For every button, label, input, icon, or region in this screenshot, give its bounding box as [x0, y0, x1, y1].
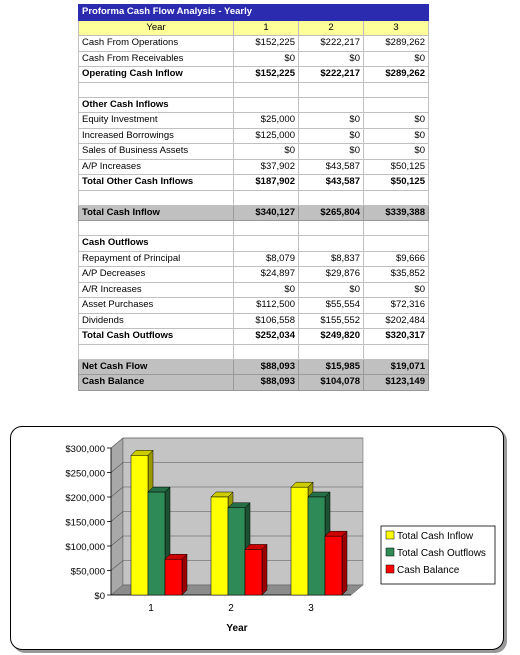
bar	[148, 492, 165, 595]
table-row	[79, 375, 429, 391]
row-value: $252,034	[234, 329, 299, 345]
row-value	[234, 190, 299, 205]
row-label: Total Cash Inflow	[79, 205, 234, 221]
table-row	[79, 282, 429, 298]
row-value: $50,125	[364, 175, 429, 191]
y-tick-label: $250,000	[65, 468, 105, 480]
row-value: $0	[234, 144, 299, 160]
row-value: $187,902	[234, 175, 299, 191]
table-row	[79, 128, 429, 144]
table-row	[79, 205, 429, 221]
row-value	[364, 97, 429, 113]
bar	[165, 559, 182, 595]
row-label	[79, 221, 234, 236]
row-value: $265,804	[299, 205, 364, 221]
table-row	[79, 190, 429, 205]
row-label: Repayment of Principal	[79, 251, 234, 267]
y-tick-label: $50,000	[70, 566, 105, 578]
row-value: $0	[234, 282, 299, 298]
row-value: $289,262	[364, 67, 429, 83]
row-value: $222,217	[299, 67, 364, 83]
header-cell: 3	[364, 20, 429, 36]
row-value: $0	[299, 144, 364, 160]
row-value: $88,093	[234, 359, 299, 375]
row-value: $152,225	[234, 67, 299, 83]
row-label: Total Other Cash Inflows	[79, 175, 234, 191]
row-value: $0	[364, 128, 429, 144]
legend-swatch	[386, 565, 394, 573]
row-label	[79, 344, 234, 359]
row-label: A/R Increases	[79, 282, 234, 298]
row-label: Operating Cash Inflow	[79, 67, 234, 83]
row-value: $8,837	[299, 251, 364, 267]
row-value: $340,127	[234, 205, 299, 221]
table-row	[79, 175, 429, 191]
bar	[291, 487, 308, 595]
x-tick-label: 2	[228, 603, 234, 614]
bar	[211, 497, 228, 595]
row-value	[234, 97, 299, 113]
row-label	[79, 82, 234, 97]
row-value: $249,820	[299, 329, 364, 345]
row-label: Total Cash Outflows	[79, 329, 234, 345]
bar	[308, 497, 325, 595]
header-cell: 1	[234, 20, 299, 36]
row-value: $19,071	[364, 359, 429, 375]
row-value	[299, 190, 364, 205]
row-label: Net Cash Flow	[79, 359, 234, 375]
table-header-row	[79, 20, 429, 36]
y-tick-label: $150,000	[65, 517, 105, 529]
row-value	[364, 82, 429, 97]
bar	[131, 455, 148, 595]
table-title-row	[79, 5, 429, 21]
row-value	[234, 344, 299, 359]
row-label: Sales of Business Assets	[79, 144, 234, 160]
legend-label: Total Cash Outflows	[397, 548, 486, 559]
row-value: $9,666	[364, 251, 429, 267]
row-value	[299, 82, 364, 97]
row-label: A/P Decreases	[79, 267, 234, 283]
row-value: $0	[299, 51, 364, 67]
row-value	[364, 344, 429, 359]
row-value: $339,388	[364, 205, 429, 221]
y-tick-label: $200,000	[65, 493, 105, 504]
table-row	[79, 51, 429, 67]
row-value: $0	[364, 113, 429, 129]
row-value	[299, 221, 364, 236]
header-cell: Year	[79, 20, 234, 36]
row-value: $106,558	[234, 313, 299, 329]
row-label: Cash From Receivables	[79, 51, 234, 67]
row-value: $0	[299, 282, 364, 298]
row-label	[79, 190, 234, 205]
y-tick-label: $0	[94, 591, 105, 602]
row-value	[234, 82, 299, 97]
cash-flow-table	[78, 4, 429, 391]
row-value: $123,149	[364, 375, 429, 391]
row-label: A/P Increases	[79, 159, 234, 175]
row-label: Cash Balance	[79, 375, 234, 391]
row-label: Asset Purchases	[79, 298, 234, 314]
row-value: $0	[299, 113, 364, 129]
table-row	[79, 113, 429, 129]
row-value: $152,225	[234, 36, 299, 52]
row-value: $0	[364, 144, 429, 160]
bar	[245, 549, 262, 595]
y-tick-label: $100,000	[65, 542, 105, 553]
table-row	[79, 144, 429, 160]
table-row	[79, 67, 429, 83]
row-value	[234, 236, 299, 252]
row-value	[299, 344, 364, 359]
table-row	[79, 267, 429, 283]
row-value: $29,876	[299, 267, 364, 283]
row-value: $55,554	[299, 298, 364, 314]
table-row	[79, 344, 429, 359]
x-tick-label: 1	[148, 603, 154, 614]
row-value: $155,552	[299, 313, 364, 329]
row-label: Equity Investment	[79, 113, 234, 129]
row-value	[364, 236, 429, 252]
table-row	[79, 82, 429, 97]
row-label: Increased Borrowings	[79, 128, 234, 144]
bar	[228, 508, 245, 595]
table-row	[79, 359, 429, 375]
table-row	[79, 236, 429, 252]
x-tick-label: 3	[308, 603, 314, 614]
table-title: Proforma Cash Flow Analysis - Yearly	[79, 5, 429, 21]
row-value	[299, 236, 364, 252]
row-value: $289,262	[364, 36, 429, 52]
table-row	[79, 251, 429, 267]
legend-swatch	[386, 548, 394, 556]
row-value: $125,000	[234, 128, 299, 144]
row-value: $43,587	[299, 159, 364, 175]
row-value: $0	[364, 282, 429, 298]
table-row	[79, 159, 429, 175]
bar-side	[182, 554, 187, 595]
row-value: $72,316	[364, 298, 429, 314]
table-row	[79, 36, 429, 52]
table-row	[79, 97, 429, 113]
table-row	[79, 221, 429, 236]
table-row	[79, 298, 429, 314]
row-value: $35,852	[364, 267, 429, 283]
bar-side	[342, 531, 347, 595]
row-label: Other Cash Inflows	[79, 97, 234, 113]
row-value: $43,587	[299, 175, 364, 191]
row-value: $0	[234, 51, 299, 67]
table-row	[79, 329, 429, 345]
row-value: $15,985	[299, 359, 364, 375]
row-value: $25,000	[234, 113, 299, 129]
row-value: $104,078	[299, 375, 364, 391]
row-value: $50,125	[364, 159, 429, 175]
row-value	[234, 221, 299, 236]
bar-side	[262, 544, 267, 595]
bar	[325, 536, 342, 595]
row-value	[364, 221, 429, 236]
row-label: Dividends	[79, 313, 234, 329]
row-value	[299, 97, 364, 113]
table-row	[79, 313, 429, 329]
chart-panel	[10, 426, 504, 650]
row-value: $88,093	[234, 375, 299, 391]
row-label: Cash From Operations	[79, 36, 234, 52]
row-value: $222,217	[299, 36, 364, 52]
y-tick-label: $300,000	[65, 444, 105, 455]
row-value: $320,317	[364, 329, 429, 345]
row-value	[364, 190, 429, 205]
x-axis-label: Year	[226, 623, 248, 634]
row-value: $0	[299, 128, 364, 144]
legend-swatch	[386, 531, 394, 539]
row-value: $112,500	[234, 298, 299, 314]
row-value: $37,902	[234, 159, 299, 175]
legend-label: Total Cash Inflow	[397, 531, 474, 542]
legend-label: Cash Balance	[397, 565, 460, 576]
row-value: $202,484	[364, 313, 429, 329]
cash-flow-chart	[11, 427, 503, 649]
row-value: $0	[364, 51, 429, 67]
header-cell: 2	[299, 20, 364, 36]
row-label: Cash Outflows	[79, 236, 234, 252]
row-value: $24,897	[234, 267, 299, 283]
row-value: $8,079	[234, 251, 299, 267]
